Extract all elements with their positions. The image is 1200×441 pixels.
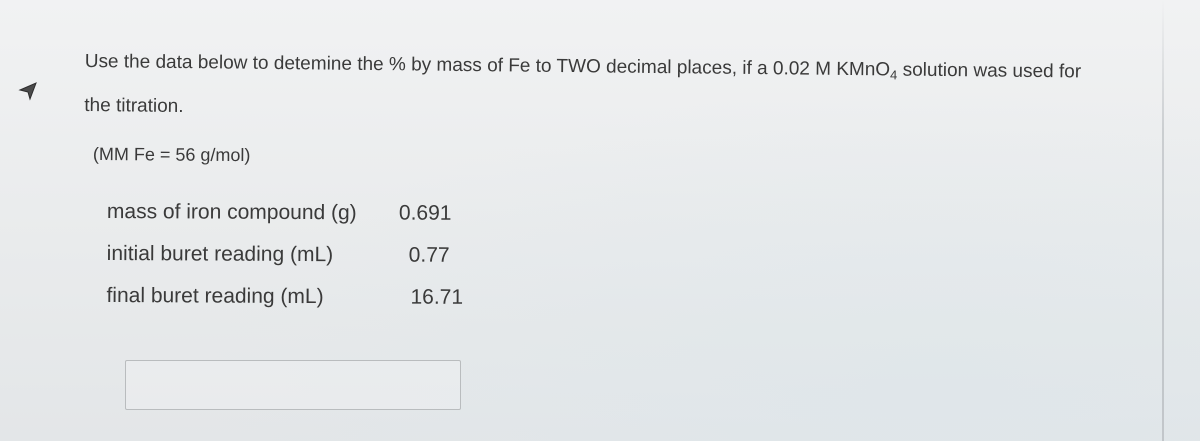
data-value: 16.71 — [410, 285, 464, 309]
data-value: 0.77 — [408, 243, 450, 267]
molar-mass-note: (MM Fe = 56 g/mol) — [92, 144, 251, 166]
titration-data-table — [106, 200, 464, 326]
answer-input[interactable] — [125, 360, 461, 410]
question-line-2: the titration. — [84, 94, 184, 118]
data-label: initial buret reading (mL) — [106, 241, 334, 267]
question-text-start: Use the data below to detemine the % by mass of Fe to TWO decimal places, if a 0.02 M KMnO — [84, 50, 891, 81]
permanganate-subscript: 4 — [890, 67, 898, 83]
data-value: 0.691 — [398, 201, 452, 225]
data-label: mass of iron compound (g) — [106, 200, 357, 225]
mouse-pointer-icon — [17, 80, 39, 102]
question-prompt — [84, 40, 1185, 140]
data-label: final buret reading (mL) — [106, 283, 324, 309]
question-text-end: solution was used for — [897, 59, 1082, 83]
